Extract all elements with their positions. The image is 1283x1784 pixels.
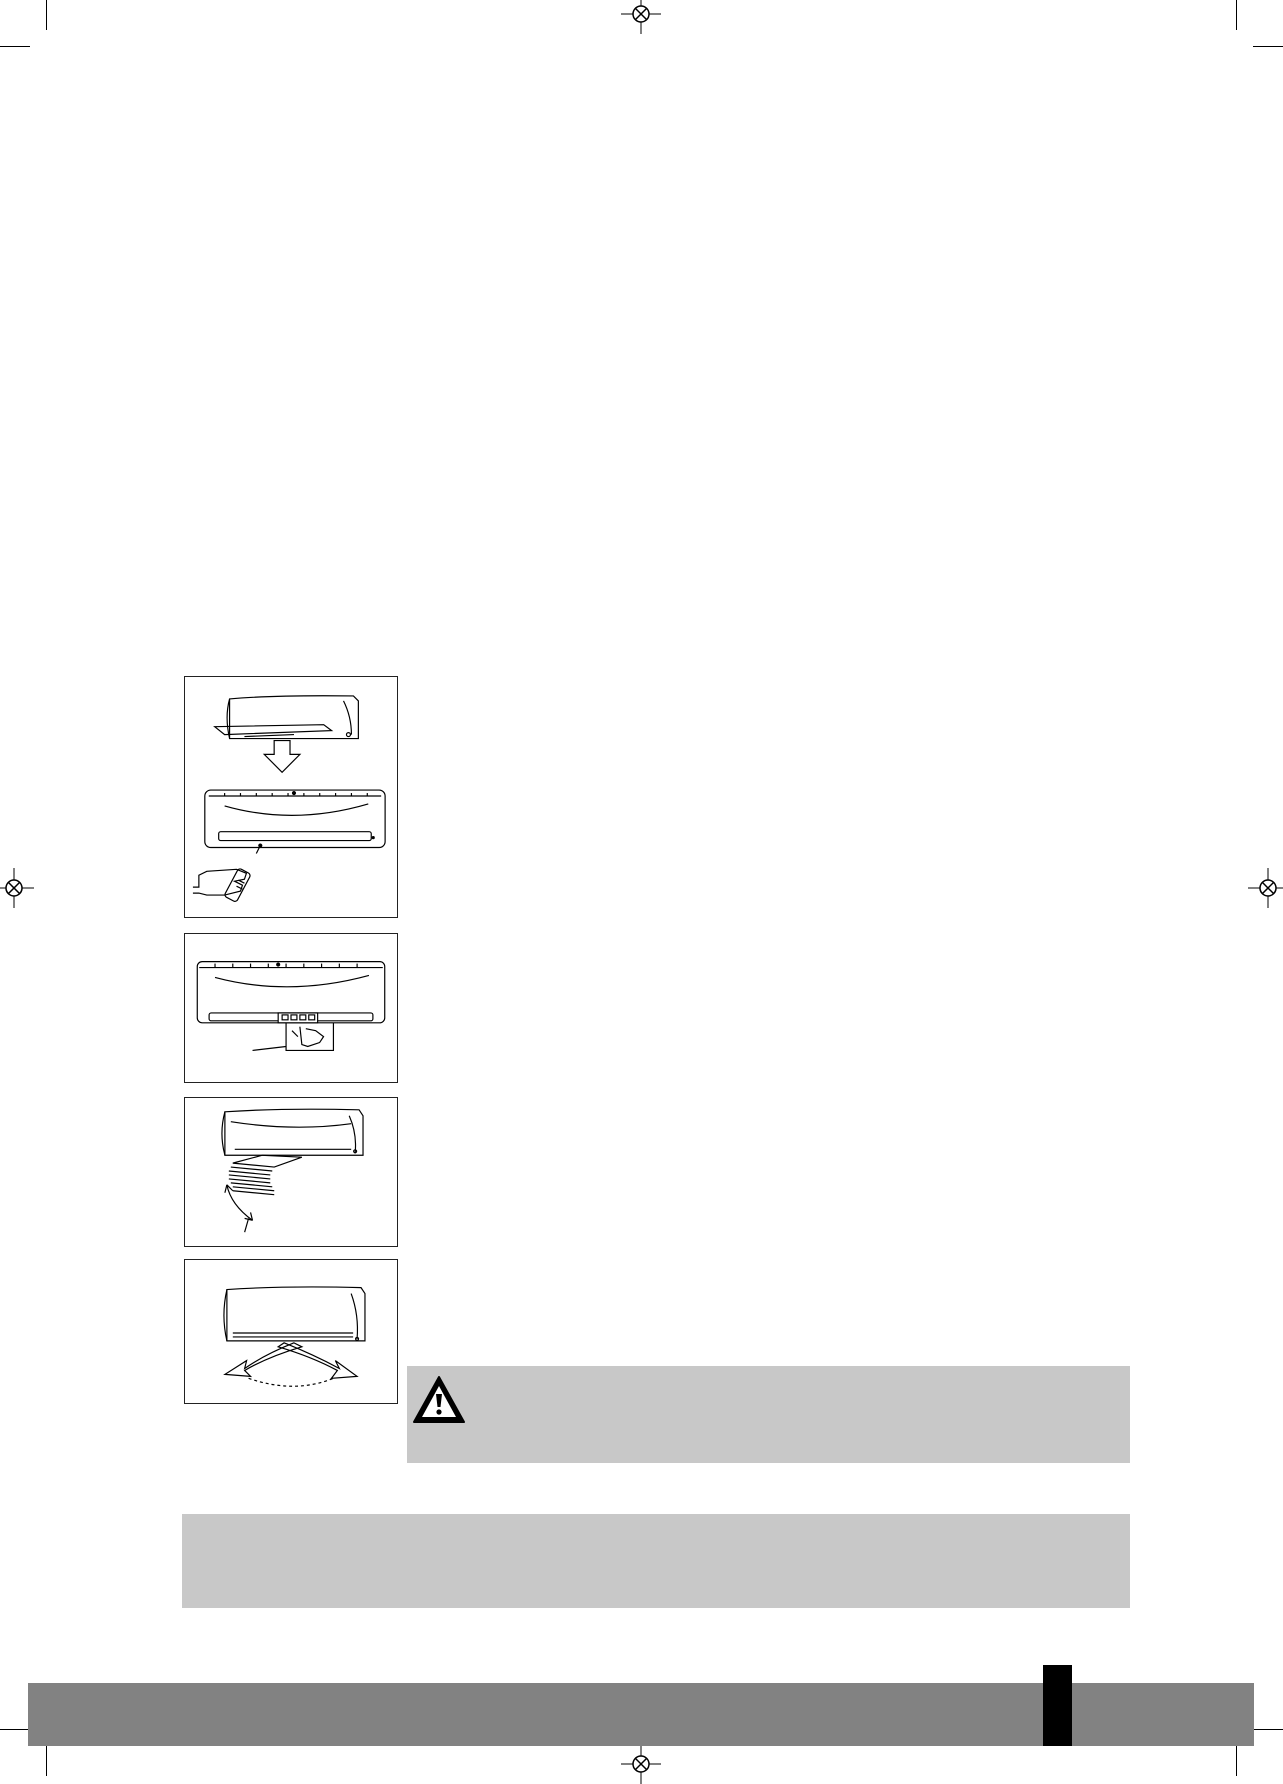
- airflow-arrows-icon: [225, 1343, 357, 1386]
- crop-mark-top-left-h: [0, 46, 30, 47]
- page-number: [1043, 1665, 1072, 1669]
- registration-mark-bottom-icon: [621, 1744, 661, 1784]
- warning-triangle-icon: [411, 1374, 467, 1426]
- figure-horizontal-airflow: [184, 1259, 398, 1404]
- note-panel: [182, 1514, 1130, 1608]
- registration-mark-left-icon: [0, 868, 34, 908]
- crop-mark-top-left-v: [46, 0, 47, 30]
- warning-panel: [407, 1366, 1130, 1463]
- indoor-unit-icon: [185, 1098, 397, 1246]
- remote-control-hand-icon: [193, 844, 262, 902]
- indoor-unit-icon: [185, 677, 397, 917]
- crop-mark-top-right-v: [1236, 0, 1237, 30]
- crop-mark-bottom-left-v: [46, 1746, 47, 1776]
- registration-mark-right-icon: [1248, 868, 1283, 908]
- crop-mark-bottom-right-v: [1236, 1746, 1237, 1776]
- figure-vertical-louvre: [184, 1097, 398, 1247]
- crop-mark-bottom-left-h: [0, 1729, 30, 1730]
- registration-mark-top-icon: [621, 0, 661, 34]
- figure-remote-control: [184, 676, 398, 918]
- pointer-hand-icon: [253, 1023, 334, 1051]
- page-tab: [1043, 1665, 1072, 1746]
- louvre-swing-icon: [225, 1155, 302, 1232]
- crop-mark-bottom-right-h: [1253, 1729, 1283, 1730]
- indoor-unit-icon: [185, 934, 397, 1082]
- indoor-unit-icon: [185, 1260, 397, 1403]
- figure-manual-buttons: [184, 933, 398, 1083]
- crop-mark-top-right-h: [1253, 46, 1283, 47]
